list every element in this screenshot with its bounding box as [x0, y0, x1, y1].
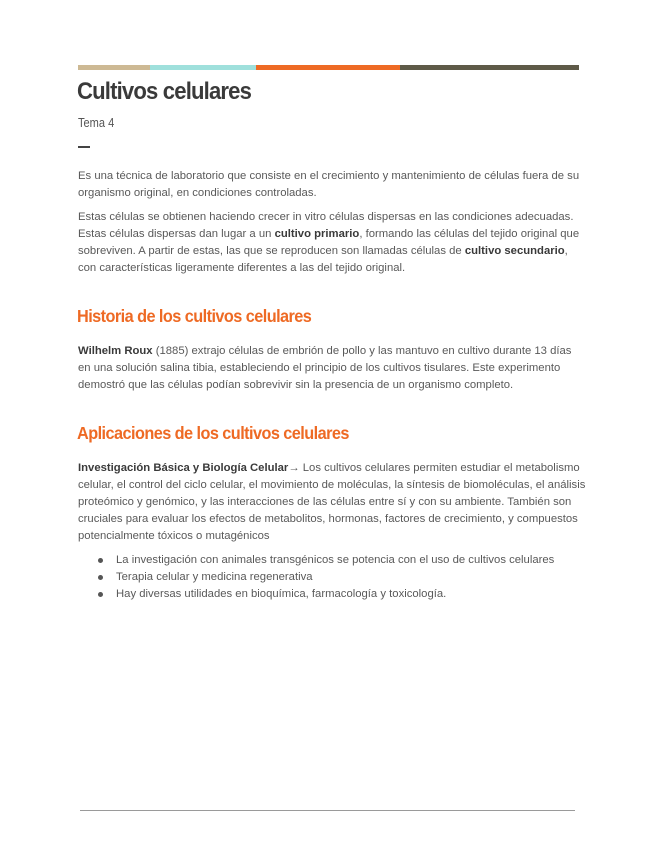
list-item	[78, 586, 586, 603]
applications-bold-lead: Investigación Básica y Biología Celular	[78, 462, 289, 474]
document-subtitle: Tema 4	[78, 115, 115, 130]
list-item	[78, 552, 586, 569]
header-band-teal	[150, 65, 256, 70]
arrow-icon: →	[288, 462, 300, 474]
bullet-icon	[98, 575, 103, 580]
applications-text: Los cultivos celulares permiten estudiar el metabolismo celular, el control del ciclo celular, el movimiento de moléculas, la síntesis de biomoléculas, el análisis proteómico y genómico, y las interacciones de las células entre sí y con su ambiente. También son cruciales para evaluar los efectos de metabolitos, hormonas, factores de crecimiento, y compuestos potencialmente tóxicos o mutagénicos	[78, 462, 586, 542]
header-band-orange	[256, 65, 400, 70]
para2-bold-secondary: cultivo secundario	[464, 245, 565, 257]
para2-bold-primary: cultivo primario	[274, 228, 360, 240]
title-dash	[78, 146, 90, 148]
para2-text-2: , formando las células del tejido original que sobreviven. A partir de estas, las que se reproducen son llamadas células de	[78, 228, 580, 257]
header-band-tan	[78, 65, 150, 70]
footer-divider	[80, 810, 575, 811]
history-paragraph	[78, 343, 586, 394]
list-item-text: Hay diversas utilidades en bioquímica, farmacología y toxicología.	[116, 588, 447, 600]
list-item-text: Terapia celular y medicina regenerativa	[116, 571, 313, 583]
list-item	[78, 569, 586, 586]
history-bold-name: Wilhelm Roux	[78, 345, 153, 357]
applications-list	[78, 552, 586, 603]
section-heading-history: Historia de los cultivos celulares	[77, 306, 312, 326]
bullet-icon	[98, 558, 103, 563]
para2-text-3: , con características ligeramente diferentes a las del tejido original.	[78, 245, 568, 274]
bullet-icon	[98, 592, 103, 597]
list-item-text: La investigación con animales transgénicos se potencia con el uso de cultivos celulares	[116, 554, 555, 566]
section-heading-applications: Aplicaciones de los cultivos celulares	[77, 423, 349, 443]
document-title: Cultivos celulares	[77, 78, 252, 105]
applications-paragraph	[78, 460, 586, 545]
intro-paragraph: Es una técnica de laboratorio que consiste en el crecimiento y mantenimiento de células fuera de su organismo original, en condiciones controladas.	[78, 170, 580, 199]
document-body	[78, 168, 586, 603]
header-band-olive	[400, 65, 579, 70]
definition-paragraph	[78, 209, 586, 277]
para2-text-1: Estas células se obtienen haciendo crecer in vitro células dispersas en las condiciones adecuadas. Estas células dispersas dan lugar a un	[78, 211, 574, 240]
history-text: (1885) extrajo células de embrión de pollo y las mantuvo en cultivo durante 13 días en una solución salina tibia, estableciendo el principio de los cultivos tisulares. Este experimento demostró que las células podían sobrevivir sin la presencia de un organismo completo.	[78, 345, 572, 391]
